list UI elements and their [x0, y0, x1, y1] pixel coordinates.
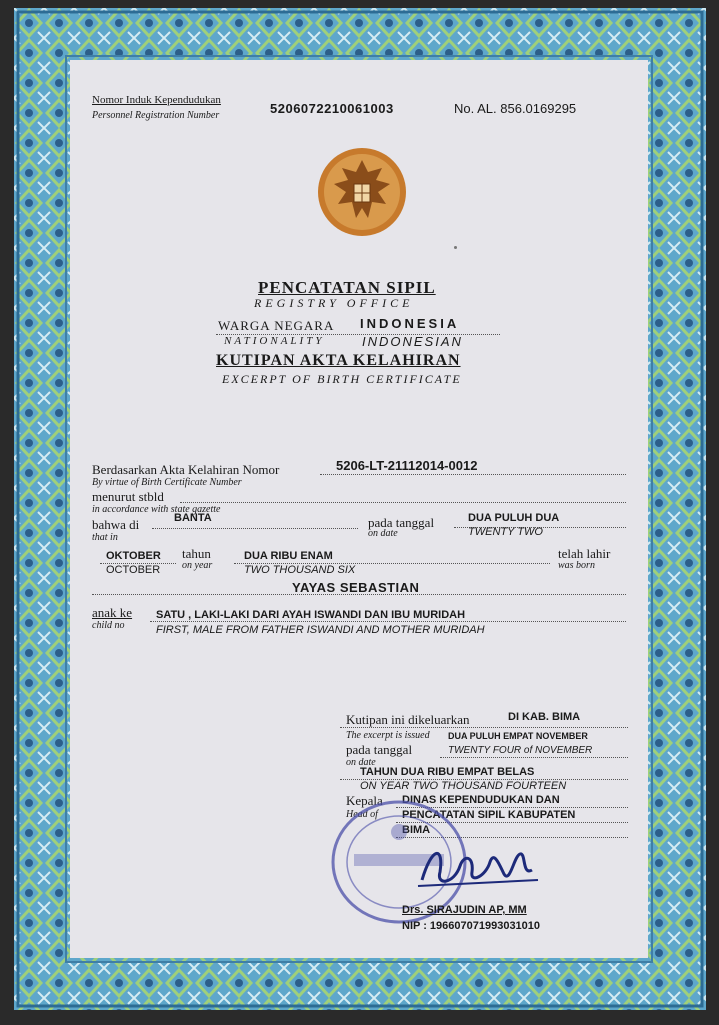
date-label-en: on date: [368, 528, 398, 539]
issued-label: Kutipan ini dikeluarkan: [346, 712, 470, 727]
signature: [414, 836, 544, 896]
issued-date-label: pada tanggal: [346, 742, 413, 757]
certificate-body: [70, 60, 648, 958]
issued-date-value-en: TWENTY FOUR of NOVEMBER: [448, 745, 593, 756]
document-title-en: EXCERPT OF BIRTH CERTIFICATE: [222, 372, 462, 386]
year-value: DUA RIBU ENAM: [244, 550, 333, 562]
date-label: pada tanggal: [368, 515, 435, 530]
child-order-label: anak ke: [92, 605, 133, 620]
year-label-en: on year: [182, 560, 213, 571]
official-name: Drs. SIRAJUDIN AP, MM: [402, 904, 527, 916]
cert-number-label-en: By virtue of Birth Certificate Number: [92, 477, 242, 488]
stbld-label: menurut stbld: [92, 489, 164, 504]
garuda-emblem-icon: [316, 146, 408, 238]
month-value: OKTOBER: [106, 550, 161, 562]
issued-date-value: DUA PULUH EMPAT NOVEMBER: [448, 731, 588, 741]
month-value-en: OCTOBER: [106, 564, 161, 576]
place-label-en: that in: [92, 532, 118, 543]
stbld-label-en: in accordance with state gazette: [92, 504, 221, 515]
child-order-label-en: child no: [92, 620, 125, 631]
child-order-value-en: FIRST, MALE FROM FATHER ISWANDI AND MOTHER MURIDAH: [156, 624, 485, 636]
year-value-en: TWO THOUSAND SIX: [244, 564, 356, 576]
child-name: YAYAS SEBASTIAN: [292, 580, 420, 595]
year-label: tahun: [182, 546, 211, 561]
place-label: bahwa di: [92, 517, 140, 532]
nationality-label: WARGA NEGARA: [218, 318, 335, 333]
issued-place: DI KAB. BIMA: [508, 711, 581, 723]
certificate-sheet: [14, 8, 706, 1010]
cert-number-value: 5206-LT-21112014-0012: [336, 458, 478, 473]
head-value-line1: DINAS KEPENDUDUKAN DAN: [402, 794, 560, 806]
issued-date-label-en: on date: [346, 757, 376, 768]
office-title: PENCATATAN SIPIL: [258, 278, 436, 297]
official-nip: NIP : 196607071993031010: [402, 920, 541, 932]
document-title: KUTIPAN AKTA KELAHIRAN: [216, 352, 461, 369]
child-order-value: SATU , LAKI-LAKI DARI AYAH ISWANDI DAN IBU MURIDAH: [156, 609, 466, 621]
dot-mark: [454, 246, 457, 249]
date-value-en: TWENTY TWO: [468, 526, 543, 538]
issued-year-value: TAHUN DUA RIBU EMPAT BELAS: [360, 766, 535, 778]
born-label: telah lahir: [558, 546, 611, 561]
cert-number-label: Berdasarkan Akta Kelahiran Nomor: [92, 462, 280, 477]
nik-label: Nomor Induk Kependudukan: [92, 94, 221, 106]
issued-year-value-en: ON YEAR TWO THOUSAND FOURTEEN: [360, 780, 567, 792]
nationality-value-en: INDONESIAN: [362, 334, 463, 349]
head-value-line2: PENCATATAN SIPIL KABUPATEN: [402, 809, 576, 821]
nationality-value: INDONESIA: [360, 316, 460, 331]
place-value: BANTA: [174, 512, 212, 524]
office-title-en: REGISTRY OFFICE: [254, 296, 414, 310]
nik-label-en: Personnel Registration Number: [92, 110, 220, 121]
head-value-line3: BIMA: [402, 824, 431, 836]
head-label: Kepala: [346, 793, 383, 808]
head-label-en: Head of: [346, 809, 378, 820]
issued-label-en: The excerpt is issued: [346, 730, 430, 741]
nik-value: 5206072210061003: [270, 101, 394, 116]
nationality-label-en: NATIONALITY: [224, 335, 325, 347]
date-value: DUA PULUH DUA: [468, 512, 560, 524]
serial-number: No. AL. 856.0169295: [454, 101, 577, 116]
born-label-en: was born: [558, 560, 595, 571]
